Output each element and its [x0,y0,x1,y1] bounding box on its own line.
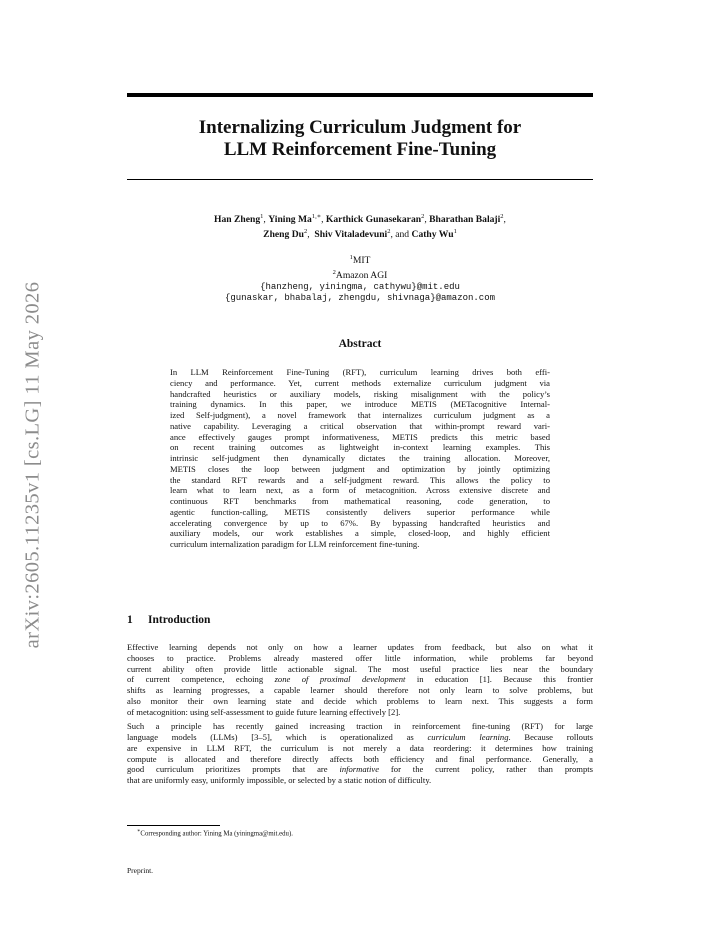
text-span: . Because rollouts [508,732,593,742]
abstract-line: continuous RFT benchmarks from mathematical reasoning, code generation, to [170,496,550,506]
text-line: current ability often provide little actionable signal. The most useful practice lies near the boundary [127,663,593,674]
section-number: 1 [127,614,133,626]
abstract-heading: Abstract [338,338,382,350]
author-conjunction: and [395,229,410,241]
text-line: that are uniformly easy, uniformly impossible, or selected by a static notion of difficulty. [127,775,432,785]
abstract-body [170,367,550,550]
abstract-line: auxiliary models, our work establishes a simple, closed-loop, and highly efficient [170,528,550,539]
abstract-line: native capability. Leveraging a critical observation that within-prompt reward vari- [170,420,550,431]
text-line [127,764,593,775]
text-line [127,674,593,685]
text-span: for the current policy, rather than prompts [379,764,593,775]
abstract-line: handcrafted heuristics or auxiliary models, risking misalignment with the policy’s [170,388,550,399]
text-line: are expensive in LLM RFT, the curriculum is not merely a data reordering: it determines how training [127,742,593,753]
affil-mark: 1 [349,254,353,261]
italic-term: zone of proximal development [274,674,406,685]
text-line: shifts as learning progresses, a capable learner should therefore not only learn to solve problems, but [127,685,593,695]
text-span: language models (LLMs) [3–5], which is operationalized as [127,732,428,742]
arxiv-identifier: arXiv:2605.11235v1 [cs.LG] 11 May 2026 [21,281,44,649]
introduction-body [127,642,593,786]
abstract-line: ciency and performance. Yet, current methods externalize curriculum judgment via [170,377,550,388]
author-name: Bharathan Balaji [429,214,501,226]
abstract-line: the standard RFT rewards and a self-judgment reward. This allows the policy to [170,474,550,485]
title-top-rule [127,93,593,97]
title-bottom-rule [127,179,593,180]
affiliations [127,252,593,305]
text-line: Effective learning depends not only on how a learner updates from feedback, but also on what it [127,642,593,652]
preprint-label: Preprint. [127,866,154,875]
author-affil-mark: 2 [421,213,425,220]
text-span: in education [1]. Because this frontier [405,674,593,685]
abstract-line: In LLM Reinforcement Fine-Tuning (RFT), curriculum learning drives both effi- [170,367,550,377]
author-affil-mark: 1 [453,228,457,236]
author-name: Zheng Du [263,229,304,241]
footnote [137,828,293,837]
text-line [127,732,593,743]
abstract-line: accelerating convergence by up to 67%. By bypassing handcrafted heuristics and [170,517,550,528]
author-affil-mark: 2 [500,213,504,220]
footnote-text: Corresponding author: Yining Ma (yiningma@mit.edu). [140,830,293,838]
affil-mit: MIT [352,255,371,267]
affil-amazon: Amazon AGI [335,269,388,281]
abstract-line: agentic function-calling, METIS consistently delivers superior performance while [170,506,550,517]
intro-paragraph-2 [127,721,593,786]
author-name: Han Zheng [214,214,261,226]
section-heading [127,614,210,626]
author-affil-mark: 2 [303,228,308,236]
text-line: chooses to practice. Problems already mastered offer little information, while problems far beyond [127,652,593,663]
footnote-mark: ∗ [137,829,141,834]
footnote-rule [127,825,220,826]
abstract-line: curriculum internalization paradigm for LLM reinforcement fine-tuning. [170,539,420,549]
author-affil-mark: 1 [260,213,264,220]
text-line: of metacognition: using self-assessment to guide future learning effectively [2]. [127,706,401,717]
italic-term: informative [339,764,380,775]
section-title: Introduction [148,614,211,626]
abstract-line: ance effectively gauges prompt informativeness, METIS predicts this metric based [170,431,550,442]
email-amazon: {gunaskar, bhabalaj, zhengdu, shivnaga}@amazon.com [224,293,496,304]
text-span: of current competence, echoing [127,674,275,685]
author-name: Yining Ma [268,214,312,226]
abstract-line: METIS closes the loop between judgment and optimization by jointly optimizing [170,463,550,474]
author-affil-mark: 2 [387,228,391,236]
email-mit: {hanzheng, yiningma, cathywu}@mit.edu [260,281,460,292]
abstract-line: on recent training outcomes as lightweight in-context learning examples. This [170,442,550,453]
abstract-line: learn what to learn next, as a form of metacognition. Across extensive discrete and [170,485,550,496]
title-line-2: LLM Reinforcement Fine-Tuning [223,139,497,160]
title-line-1: Internalizing Curriculum Judgment for [198,117,522,138]
author-list: Han Zheng$^1$, Yining $Ma^{1,∗}$, Karthick Gunasekaran$^2$, Bharathan Balaji$^2$, Zheng Du$^2$, Shiv Vitaladevuni$^2$, and Cathy Wu$^1$ [214,213,506,241]
text-span: good curriculum prioritizes prompts that are [127,764,340,775]
intro-paragraph-1 [127,642,593,717]
italic-term: curriculum learning [427,732,509,742]
affil-mark: 2 [332,268,336,276]
text-line: also monitor their own learning state and decide which problems to learn next. This suggests a form [127,695,593,706]
author-name: Shiv Vitaladevuni [314,229,388,241]
abstract-line: ized Self-judgment), a novel framework that internalizes curriculum judgment as a [170,410,550,420]
author-name: Cathy Wu [411,229,454,241]
paper-title [127,117,593,161]
text-line: compute is allocated and therefore directly affects both efficiency and final performance. Generally, a [127,753,593,764]
text-line: Such a principle has recently gained increasing traction in reinforcement fine-tuning (RFT) for large [127,721,593,732]
abstract-line: intrinsic self-judgment then dynamically dictates the training allocation. Moreover, [170,453,550,463]
author-name: Karthick Gunasekaran [325,214,422,226]
author-affil-mark: 1,∗ [311,213,322,220]
abstract-line: training dynamics. In this paper, we introduce METIS (METacognitive Internal- [170,399,550,410]
